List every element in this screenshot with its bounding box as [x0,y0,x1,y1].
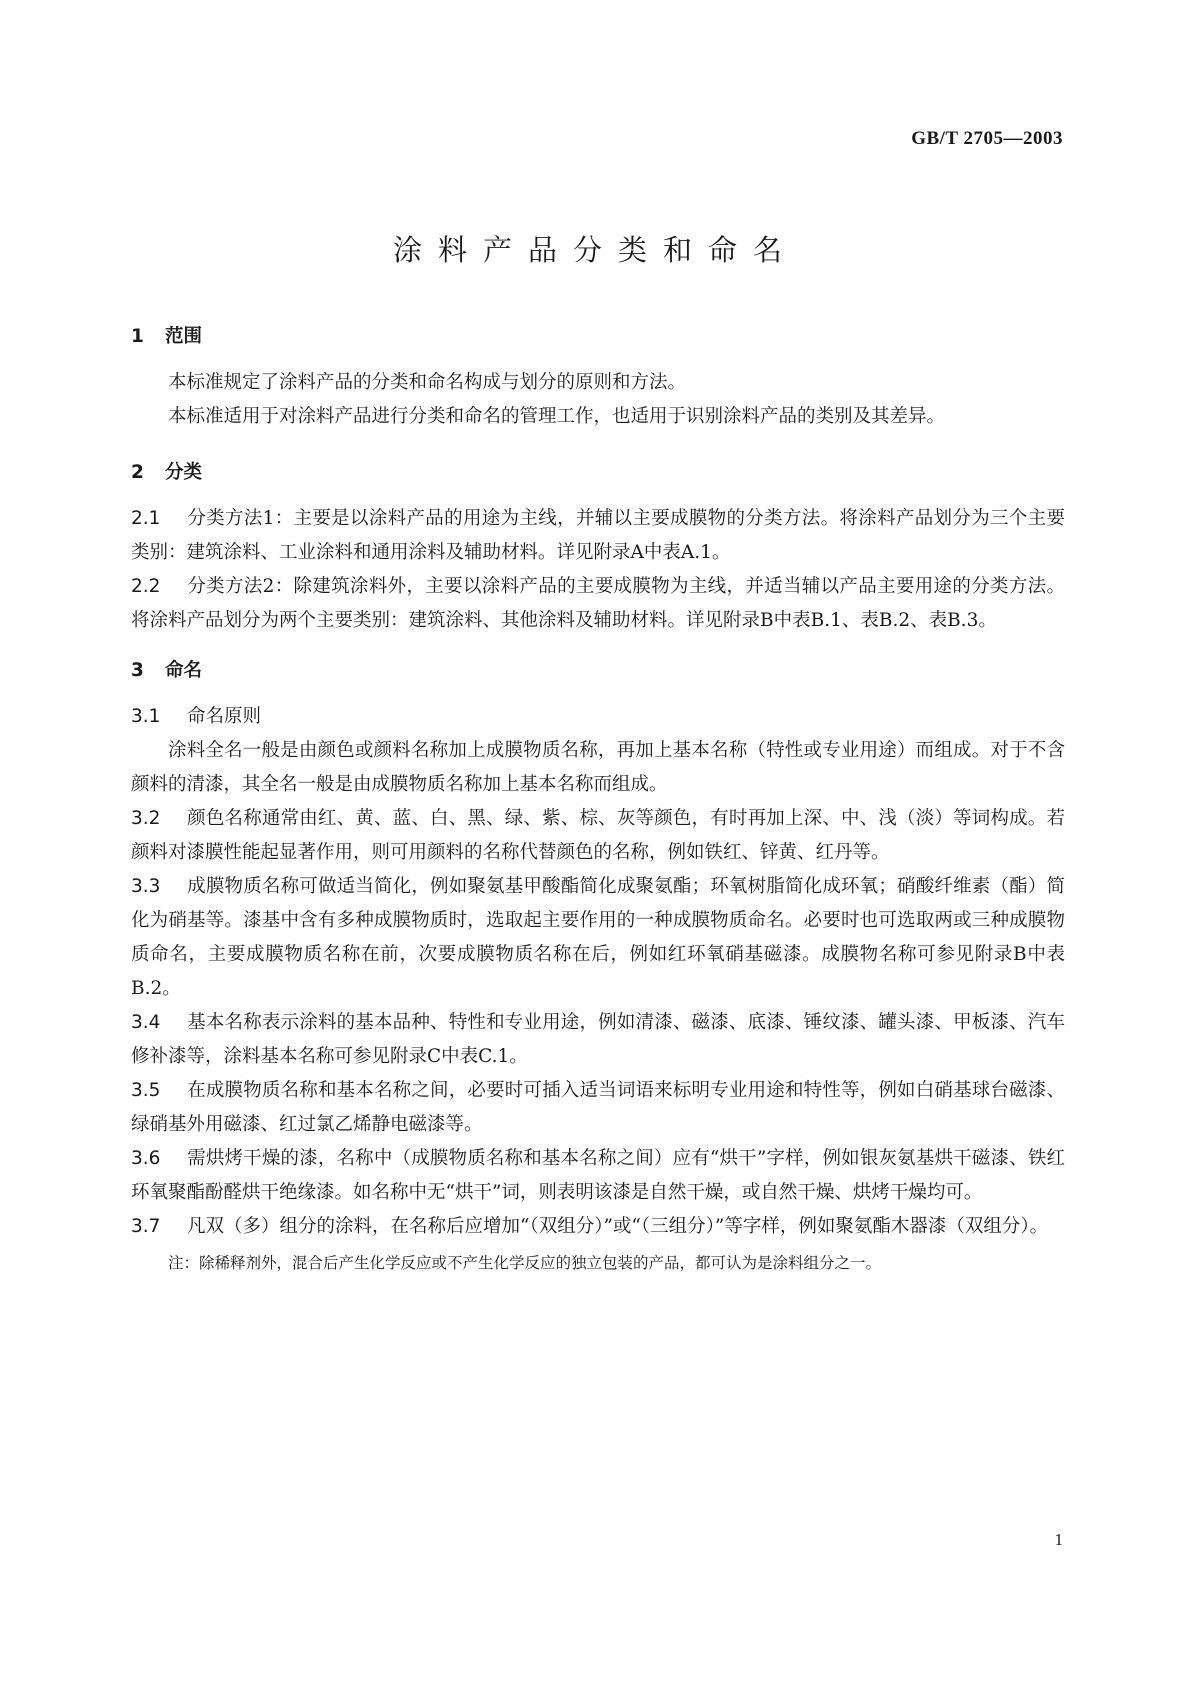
clause-3-5 [131,1074,1065,1142]
clause-number: 2.1 [131,508,161,529]
section-number: 1 [131,326,144,347]
standard-code: GB/T 2705—2003 [911,128,1063,149]
clause-number: 3.1 [131,706,161,727]
clause-3-1-heading [131,700,1065,734]
clause-3-7 [131,1210,1065,1244]
section-title: 命名 [165,660,203,681]
page-number: 1 [1054,1530,1063,1549]
clause-text: 需烘烤干燥的漆，名称中（成膜物质名称和基本名称之间）应有“烘干”字样，例如银灰氨基烘干磁漆、铁红环氧聚酯酚醛烘干绝缘漆。如名称中无“烘干”词，则表明该漆是自然干燥，或自然干燥、烘烤干燥均可。 [131,1148,1065,1203]
section-heading-scope [131,320,1065,354]
clause-number: 2.2 [131,576,161,597]
clause-number: 3.2 [131,808,161,829]
section-title: 范围 [165,326,203,347]
section-heading-classification [131,456,1065,490]
clause-text: 分类方法2：除建筑涂料外，主要以涂料产品的主要成膜物为主线，并适当辅以产品主要用途的分类方法。将涂料产品划分为两个主要类别：建筑涂料、其他涂料及辅助材料。详见附录B中表B.1、表B.2、表B.3。 [131,576,1065,631]
scope-paragraph-1: 本标准规定了涂料产品的分类和命名构成与划分的原则和方法。 [168,372,687,393]
clause-2-2 [131,570,1065,638]
section-number: 3 [131,660,144,681]
clause-text: 在成膜物质名称和基本名称之间，必要时可插入适当词语来标明专业用途和特性等，例如白硝基球台磁漆、绿硝基外用磁漆、红过氯乙烯静电磁漆等。 [131,1080,1065,1135]
clause-3-3 [131,870,1065,1006]
clause-text: 基本名称表示涂料的基本品种、特性和专业用途，例如清漆、磁漆、底漆、锤纹漆、罐头漆、甲板漆、汽车修补漆等，涂料基本名称可参见附录C中表C.1。 [131,1012,1065,1067]
section-title: 分类 [165,462,203,483]
clause-number: 3.5 [131,1080,161,1101]
clause-3-1-text: 涂料全名一般是由颜色或颜料名称加上成膜物质名称，再加上基本名称（特性或专业用途）而组成。对于不含颜料的清漆，其全名一般是由成膜物质名称加上基本名称而组成。 [131,740,1065,795]
section-heading-naming [131,654,1065,688]
clause-3-4 [131,1006,1065,1074]
clause-2-1 [131,502,1065,570]
clause-text: 分类方法1：主要是以涂料产品的用途为主线，并辅以主要成膜物的分类方法。将涂料产品划分为三个主要类别：建筑涂料、工业涂料和通用涂料及辅助材料。详见附录A中表A.1。 [131,508,1065,563]
clause-number: 3.6 [131,1148,161,1169]
section-number: 2 [131,462,144,483]
document-body [131,320,1065,1276]
clause-number: 3.4 [131,1012,161,1033]
scope-paragraph-2: 本标准适用于对涂料产品进行分类和命名的管理工作，也适用于识别涂料产品的类别及其差异。 [168,406,946,427]
clause-number: 3.7 [131,1216,161,1237]
clause-3-6 [131,1142,1065,1210]
note: 注：除稀释剂外，混合后产生化学反应或不产生化学反应的独立包装的产品，都可认为是涂料组分之一。 [168,1254,882,1272]
clause-title: 命名原则 [187,706,262,727]
clause-text: 成膜物质名称可做适当简化，例如聚氨基甲酸酯简化成聚氨酯；环氧树脂简化成环氧；硝酸纤维素（酯）简化为硝基等。漆基中含有多种成膜物质时，选取起主要作用的一种成膜物质命名。必要时也可选取两或三种成膜物质命名，主要成膜物质名称在前，次要成膜物质名称在后，例如红环氧硝基磁漆。成膜物名称可参见附录B中表B.2。 [131,876,1065,999]
clause-text: 颜色名称通常由红、黄、蓝、白、黑、绿、紫、棕、灰等颜色，有时再加上深、中、浅（淡）等词构成。若颜料对漆膜性能起显著作用，则可用颜料的名称代替颜色的名称，例如铁红、锌黄、红丹等。 [131,808,1065,863]
clause-text: 凡双（多）组分的涂料，在名称后应增加“（双组分）”或“（三组分）”等字样，例如聚氨酯木器漆（双组分）。 [187,1216,1049,1237]
document-title: 涂料产品分类和命名 [392,233,798,267]
clause-number: 3.3 [131,876,161,897]
clause-3-2 [131,802,1065,870]
